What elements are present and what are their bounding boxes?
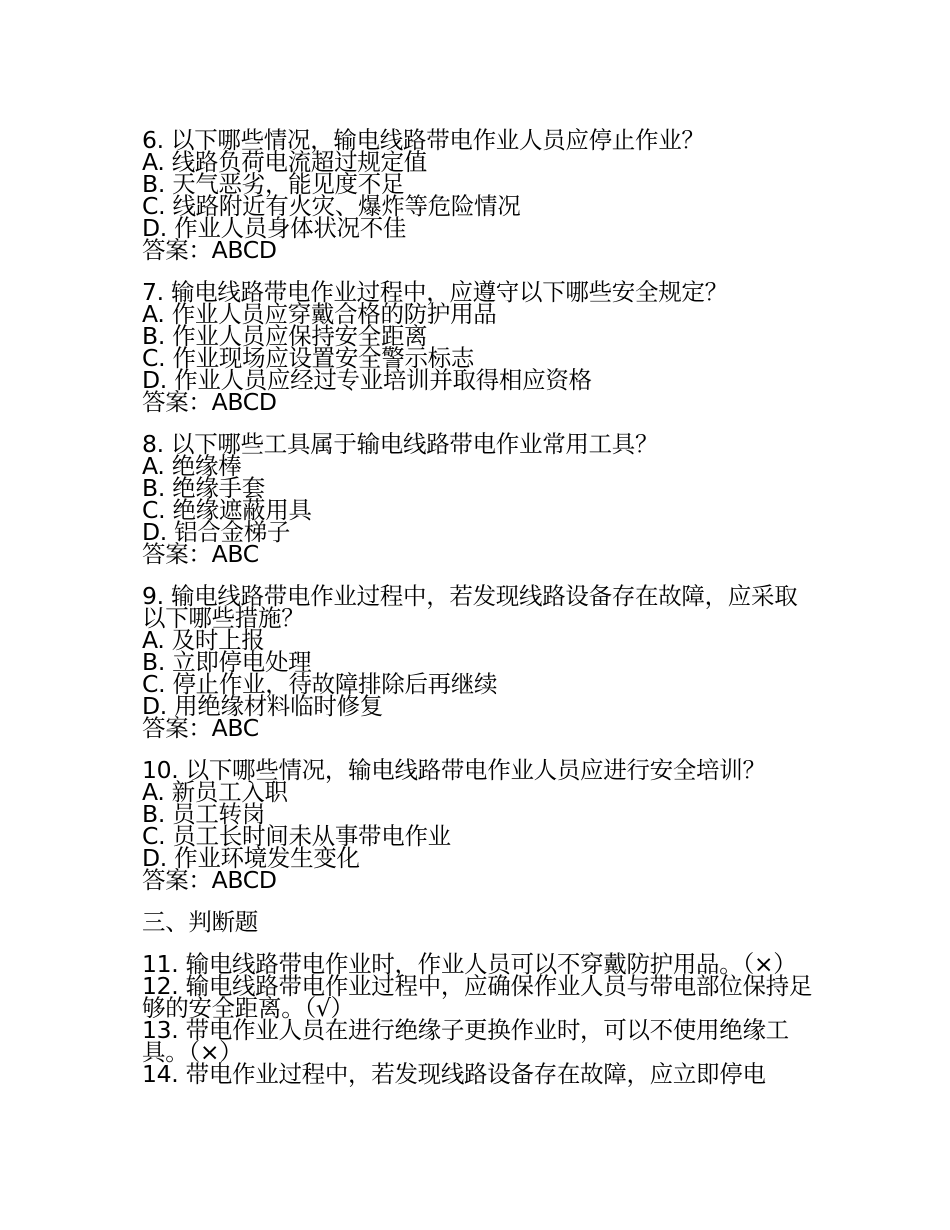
option-c: C. 绝缘遮蔽用具 <box>142 496 312 524</box>
option-a: A. 新员工入职 <box>142 778 288 806</box>
option-d: D. 作业人员身体状况不佳 <box>142 214 407 242</box>
option-a: A. 线路负荷电流超过规定值 <box>142 148 427 176</box>
option-b: B. 员工转岗 <box>142 800 265 828</box>
answer: 答案：ABCD <box>142 866 277 894</box>
option-d: D. 铝合金梯子 <box>142 518 291 546</box>
question-9 <box>142 582 814 742</box>
option-b: B. 立即停电处理 <box>142 648 312 676</box>
option-a: A. 及时上报 <box>142 626 265 654</box>
question-text: 7. 输电线路带电作业过程中，应遵守以下哪些安全规定？ <box>142 278 728 306</box>
true-false-item-14: 14. 带电作业过程中，若发现线路设备存在故障，应立即停电 <box>142 1060 766 1088</box>
option-b: B. 天气恶劣，能见度不足 <box>142 170 405 198</box>
document-content <box>142 126 814 1088</box>
question-text: 6. 以下哪些情况，输电线路带电作业人员应停止作业？ <box>142 126 705 154</box>
question-text: 9. 输电线路带电作业过程中，若发现线路设备存在故障，应采取以下哪些措施？ <box>142 582 798 632</box>
option-c: C. 停止作业，待故障排除后再继续 <box>142 670 498 698</box>
option-c: C. 线路附近有火灾、爆炸等危险情况 <box>142 192 521 220</box>
section-title-true-false: 三、判断题 <box>142 908 258 936</box>
true-false-item-13: 13. 带电作业人员在进行绝缘子更换作业时，可以不使用绝缘工具。（×） <box>142 1016 789 1066</box>
option-d: D. 作业人员应经过专业培训并取得相应资格 <box>142 366 592 394</box>
question-10 <box>142 756 814 894</box>
true-false-item-12: 12. 输电线路带电作业过程中，应确保作业人员与带电部位保持足够的安全距离。（√） <box>142 972 813 1022</box>
true-false-item-11: 11. 输电线路带电作业时，作业人员可以不穿戴防护用品。（×） <box>142 950 797 978</box>
option-c: C. 作业现场应设置安全警示标志 <box>142 344 475 372</box>
answer: 答案：ABC <box>142 714 259 742</box>
option-b: B. 作业人员应保持安全距离 <box>142 322 428 350</box>
question-8 <box>142 430 814 568</box>
question-text: 8. 以下哪些工具属于输电线路带电作业常用工具？ <box>142 430 659 458</box>
question-7 <box>142 278 814 416</box>
question-text: 10. 以下哪些情况，输电线路带电作业人员应进行安全培训？ <box>142 756 766 784</box>
answer: 答案：ABCD <box>142 388 277 416</box>
option-d: D. 用绝缘材料临时修复 <box>142 692 383 720</box>
option-a: A. 作业人员应穿戴合格的防护用品 <box>142 300 497 328</box>
question-6 <box>142 126 814 264</box>
option-b: B. 绝缘手套 <box>142 474 265 502</box>
answer: 答案：ABC <box>142 540 259 568</box>
option-a: A. 绝缘棒 <box>142 452 242 480</box>
option-d: D. 作业环境发生变化 <box>142 844 360 872</box>
true-false-list <box>142 950 814 1088</box>
option-c: C. 员工长时间未从事带电作业 <box>142 822 451 850</box>
answer: 答案：ABCD <box>142 236 277 264</box>
